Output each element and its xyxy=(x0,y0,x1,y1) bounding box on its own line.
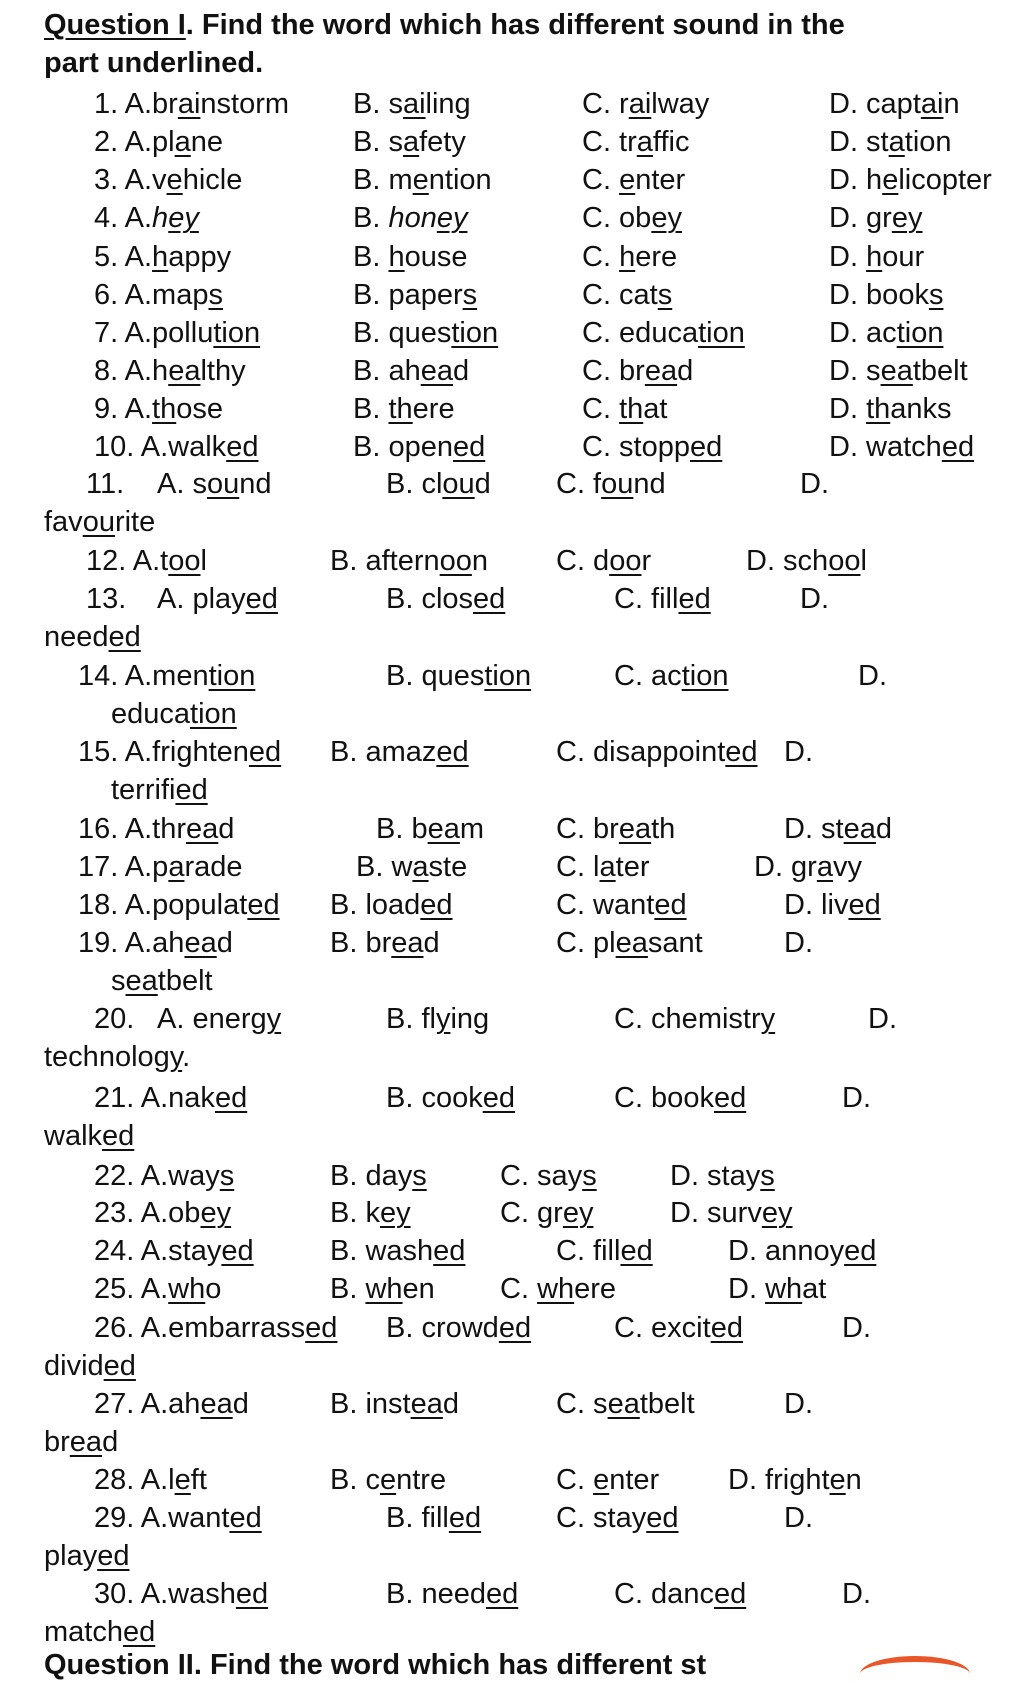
item-number: 25. A. xyxy=(94,1273,169,1305)
underlined-part: a xyxy=(599,851,616,883)
option-d: D. xyxy=(842,1578,871,1610)
item-number: 3. A. xyxy=(94,164,153,196)
underlined-part: ed xyxy=(646,1502,679,1534)
item-number: 30. A. xyxy=(94,1578,169,1610)
underlined-part: ea xyxy=(410,1388,443,1420)
underlined-part: oo xyxy=(439,545,472,577)
underlined-part: ed xyxy=(97,1540,130,1572)
option-d-continued: played xyxy=(44,1540,130,1572)
option-a: ahead xyxy=(152,927,233,959)
option-c: C. railway xyxy=(582,88,710,120)
option-c: C. that xyxy=(582,393,668,425)
underlined-part: tion xyxy=(190,698,237,730)
underlined-part: ea xyxy=(880,355,913,387)
underlined-part: ed xyxy=(713,1578,747,1610)
underlined-part: ey xyxy=(761,1197,793,1229)
underlined-part: e xyxy=(882,164,899,196)
underlined-part: a xyxy=(888,126,905,158)
option-b: B. crowded xyxy=(386,1312,532,1344)
underlined-part: a xyxy=(174,126,191,158)
option-b: B. sailing xyxy=(353,88,471,120)
item-number: 7. A. xyxy=(94,317,153,349)
option-d: D. seatbelt xyxy=(829,355,968,387)
option-d: D. stead xyxy=(784,813,893,845)
underlined-part: ai xyxy=(920,88,944,120)
item-number: 28. A. xyxy=(94,1464,169,1496)
option-a: washed xyxy=(168,1578,269,1610)
option-d: D. xyxy=(842,1312,871,1344)
option-a: A. played xyxy=(157,583,278,615)
item-number: 2. A. xyxy=(94,126,153,158)
item-number: 1. A. xyxy=(94,88,153,120)
underlined-part: ea xyxy=(186,813,219,845)
option-d: D. hour xyxy=(829,241,925,273)
underlined-part: ey xyxy=(651,202,682,234)
option-d: D. grey xyxy=(829,202,923,234)
option-b: B. ahead xyxy=(353,355,470,387)
underlined-part: y xyxy=(435,1003,451,1035)
option-d-continued: divided xyxy=(44,1350,136,1382)
underlined-part: th xyxy=(619,393,644,425)
underlined-part: th xyxy=(152,393,177,425)
option-d: D. action xyxy=(829,317,944,349)
option-d-continued: favourite xyxy=(44,506,156,538)
option-a: left xyxy=(168,1464,207,1496)
option-b: B. cloud xyxy=(386,468,491,500)
option-d: D. xyxy=(784,736,813,768)
option-a: ahead xyxy=(168,1388,249,1420)
underlined-part: ea xyxy=(644,355,678,387)
option-a: healthy xyxy=(152,355,246,387)
option-a: pollution xyxy=(152,317,261,349)
underlined-part: h xyxy=(866,241,883,273)
option-a: walked xyxy=(168,431,259,463)
underlined-part: ed xyxy=(247,889,280,921)
option-c: C. filled xyxy=(556,1235,653,1267)
underlined-part: ed xyxy=(436,736,469,768)
underlined-part: th xyxy=(866,393,891,425)
underlined-part: ey xyxy=(562,1197,594,1229)
option-b: B. instead xyxy=(330,1388,459,1420)
option-a: frightened xyxy=(152,736,282,768)
question-instruction: . Find the word which has different sound in the xyxy=(185,9,845,41)
option-b: B. loaded xyxy=(330,889,453,921)
item-number: 22. A. xyxy=(94,1160,169,1192)
option-c: C. grey xyxy=(500,1197,594,1229)
underlined-part: ey xyxy=(891,202,923,234)
item-number: 6. A. xyxy=(94,279,153,311)
underlined-part: ed xyxy=(485,1578,519,1610)
option-a: wanted xyxy=(168,1502,262,1534)
underlined-part: ed xyxy=(620,1235,653,1267)
item-number: 29. A. xyxy=(94,1502,169,1534)
underlined-part: s xyxy=(219,1160,235,1192)
underlined-part: ed xyxy=(482,1082,515,1114)
option-d-continued: needed xyxy=(44,621,141,653)
option-d: D. xyxy=(858,660,887,692)
underlined-part: ed xyxy=(175,774,208,806)
option-d: D. xyxy=(842,1082,871,1114)
item-number: 14. A. xyxy=(78,660,153,692)
option-d: D. school xyxy=(746,545,867,577)
option-a: those xyxy=(152,393,223,425)
option-d-continued: walked xyxy=(44,1120,135,1152)
underlined-part: s xyxy=(760,1160,775,1192)
underlined-part: ey xyxy=(436,202,468,234)
underlined-part: ey xyxy=(200,1197,232,1229)
item-number: 9. A. xyxy=(94,393,153,425)
option-b: B. beam xyxy=(376,813,485,845)
underlined-part: oo xyxy=(168,545,201,577)
underlined-part: ea xyxy=(184,927,217,959)
option-c: C. enter xyxy=(556,1464,660,1496)
option-a: tool xyxy=(160,545,207,577)
underlined-part: ed xyxy=(420,889,453,921)
underlined-part: wh xyxy=(765,1273,803,1305)
option-b: B. closed xyxy=(386,583,506,615)
underlined-part: ed xyxy=(848,889,881,921)
underlined-part: ed xyxy=(226,431,259,463)
underlined-part: ed xyxy=(122,1616,156,1648)
option-d: D. xyxy=(800,583,829,615)
underlined-part: ed xyxy=(941,431,975,463)
underlined-part: wh xyxy=(537,1273,575,1305)
underlined-part: s xyxy=(928,279,944,311)
underlined-part: ed xyxy=(713,1082,747,1114)
underlined-part: ea xyxy=(200,1388,233,1420)
underlined-part: ed xyxy=(108,621,141,653)
underlined-part: oo xyxy=(609,545,642,577)
underlined-part: ed xyxy=(678,583,711,615)
option-d: D. captain xyxy=(829,88,960,120)
option-c: C. later xyxy=(556,851,650,883)
decorative-arc xyxy=(860,1656,970,1692)
underlined-part: ea xyxy=(618,813,652,845)
option-b: B. needed xyxy=(386,1578,519,1610)
option-a: parade xyxy=(152,851,243,883)
underlined-part: a xyxy=(816,851,833,883)
option-c: C. stopped xyxy=(582,431,723,463)
underlined-part: ea xyxy=(607,1388,640,1420)
option-c: C. education xyxy=(582,317,745,349)
item-number: 17. A. xyxy=(78,851,153,883)
option-d-continued: matched xyxy=(44,1616,156,1648)
option-c: C. where xyxy=(500,1273,617,1305)
underlined-part: a xyxy=(402,126,420,158)
option-d: D. xyxy=(868,1003,897,1035)
option-a: brainstorm xyxy=(152,88,290,120)
option-b: B. washed xyxy=(330,1235,466,1267)
option-d-continued: technology. xyxy=(44,1041,191,1073)
item-number: 4. A. xyxy=(94,202,153,234)
option-c: C. excited xyxy=(614,1312,743,1344)
underlined-part: tion xyxy=(451,317,499,349)
option-c: C. pleasant xyxy=(556,927,703,959)
option-b: B. days xyxy=(330,1160,427,1192)
option-b: B. afternoon xyxy=(330,545,489,577)
underlined-part: ea xyxy=(125,965,158,997)
underlined-part: e xyxy=(412,164,429,196)
option-c: C. here xyxy=(582,241,678,273)
option-a: naked xyxy=(168,1082,248,1114)
option-d: D. xyxy=(800,468,829,500)
option-c: C. booked xyxy=(614,1082,747,1114)
underlined-part: ed xyxy=(452,431,486,463)
item-number: 13. xyxy=(86,583,127,615)
option-b: B. honey xyxy=(353,202,468,234)
option-a: plane xyxy=(152,126,224,158)
item-number: 8. A. xyxy=(94,355,153,387)
underlined-part: ea xyxy=(69,1426,103,1458)
underlined-part: ed xyxy=(473,583,506,615)
option-d: D. what xyxy=(728,1273,827,1305)
underlined-part: ea xyxy=(168,355,201,387)
question-label: Question I xyxy=(44,9,186,41)
option-a: A. sound xyxy=(157,468,272,500)
option-d: D. annoyed xyxy=(728,1235,877,1267)
underlined-part: ea xyxy=(843,813,876,845)
item-number: 11. xyxy=(86,468,125,500)
option-c: C. says xyxy=(500,1160,597,1192)
option-b: B. filled xyxy=(386,1502,482,1534)
option-a: A. energy xyxy=(157,1003,282,1035)
underlined-part: ai xyxy=(402,88,426,120)
option-c: C. enter xyxy=(582,164,686,196)
next-question-heading: Question II. Find the word which has different st xyxy=(44,1649,707,1681)
underlined-part: e xyxy=(829,1464,846,1496)
underlined-part: tion xyxy=(208,660,256,692)
underlined-part: ou xyxy=(82,506,115,538)
option-c: C. danced xyxy=(614,1578,747,1610)
option-c: C. traffic xyxy=(582,126,690,158)
underlined-part: ai xyxy=(177,88,201,120)
underlined-part: ed xyxy=(654,889,687,921)
underlined-part: ed xyxy=(448,1502,482,1534)
option-b: B. when xyxy=(330,1273,435,1305)
option-c: C. found xyxy=(556,468,666,500)
underlined-part: y xyxy=(266,1003,282,1035)
underlined-part: y xyxy=(169,1041,183,1073)
option-c: C. seatbelt xyxy=(556,1388,695,1420)
option-d-continued: education xyxy=(111,698,237,730)
underlined-part: e xyxy=(379,1464,397,1496)
underlined-part: ea xyxy=(420,355,453,387)
option-a: hey xyxy=(152,202,199,234)
underlined-part: ed xyxy=(103,1350,136,1382)
option-d-continued: seatbelt xyxy=(111,965,213,997)
underlined-part: tion xyxy=(681,660,729,692)
underlined-part: y xyxy=(760,1003,776,1035)
item-number: 27. A. xyxy=(94,1388,169,1420)
option-d: D. xyxy=(784,1502,813,1534)
item-number: 21. A. xyxy=(94,1082,169,1114)
underlined-part: s xyxy=(657,279,673,311)
option-d: D. lived xyxy=(784,889,881,921)
underlined-part: wh xyxy=(365,1273,403,1305)
question-title xyxy=(44,8,845,42)
underlined-part: h xyxy=(619,241,636,273)
option-a: thread xyxy=(152,813,235,845)
underlined-part: e xyxy=(166,164,183,196)
option-b: B. cooked xyxy=(386,1082,515,1114)
underlined-part: ed xyxy=(844,1235,877,1267)
option-d: D. watched xyxy=(829,431,975,463)
underlined-part: ed xyxy=(245,583,278,615)
item-number: 10. A. xyxy=(94,431,169,463)
option-b: B. papers xyxy=(353,279,478,311)
option-b: B. house xyxy=(353,241,468,273)
underlined-part: s xyxy=(412,1160,427,1192)
option-c: C. bread xyxy=(582,355,694,387)
option-d: D. xyxy=(784,927,813,959)
option-b: B. mention xyxy=(353,164,492,196)
option-d: D. books xyxy=(829,279,944,311)
option-d: D. frighten xyxy=(728,1464,862,1496)
option-a: ways xyxy=(168,1160,235,1192)
option-b: B. question xyxy=(386,660,532,692)
option-d-continued: bread xyxy=(44,1426,119,1458)
option-a: obey xyxy=(168,1197,232,1229)
underlined-part: tion xyxy=(484,660,532,692)
option-c: C. obey xyxy=(582,202,682,234)
underlined-part: s xyxy=(582,1160,597,1192)
item-number: 15. A. xyxy=(78,736,153,768)
option-b: B. safety xyxy=(353,126,466,158)
option-d: D. stays xyxy=(670,1160,775,1192)
option-d: D. xyxy=(784,1388,813,1420)
underlined-part: a xyxy=(412,851,429,883)
option-c: C. chemistry xyxy=(614,1003,776,1035)
underlined-part: s xyxy=(462,279,478,311)
item-number: 12. A. xyxy=(86,545,161,577)
underlined-part: ea xyxy=(615,927,648,959)
option-b: B. bread xyxy=(330,927,440,959)
item-number: 26. A. xyxy=(94,1312,169,1344)
underlined-part: ai xyxy=(628,88,652,120)
option-a: vehicle xyxy=(152,164,243,196)
option-a: stayed xyxy=(168,1235,254,1267)
option-d: D. helicopter xyxy=(829,164,992,196)
underlined-part: ea xyxy=(427,813,460,845)
underlined-part: e xyxy=(619,164,636,196)
underlined-part: ed xyxy=(690,431,723,463)
option-d: D. thanks xyxy=(829,393,952,425)
option-c: C. disappointed xyxy=(556,736,758,768)
underlined-part: e xyxy=(174,1464,191,1496)
option-a: mention xyxy=(152,660,256,692)
item-number: 16. A. xyxy=(78,813,153,845)
option-b: B. amazed xyxy=(330,736,469,768)
option-b: B. waste xyxy=(356,851,468,883)
underlined-part: ed xyxy=(248,736,282,768)
option-d: D. survey xyxy=(670,1197,793,1229)
underlined-part: oo xyxy=(828,545,861,577)
underlined-part: ey xyxy=(168,202,199,234)
underlined-part: a xyxy=(168,851,185,883)
option-b: B. centre xyxy=(330,1464,447,1496)
underlined-part: h xyxy=(152,241,169,273)
item-number: 20. xyxy=(94,1003,135,1035)
option-c: C. breath xyxy=(556,813,676,845)
underlined-part: ed xyxy=(221,1235,254,1267)
option-d: D. station xyxy=(829,126,952,158)
option-a: maps xyxy=(152,279,223,311)
underlined-part: tion xyxy=(698,317,745,349)
underlined-part: ou xyxy=(601,468,634,500)
underlined-part: ed xyxy=(433,1235,466,1267)
option-c: C. door xyxy=(556,545,652,577)
option-c: C. action xyxy=(614,660,729,692)
question-title-line2: part underlined. xyxy=(44,47,264,79)
underlined-part: ed xyxy=(710,1312,743,1344)
option-c: C. filled xyxy=(614,583,711,615)
option-c: C. wanted xyxy=(556,889,687,921)
option-a: populated xyxy=(152,889,280,921)
underlined-part: ou xyxy=(442,468,475,500)
underlined-part: ey xyxy=(379,1197,411,1229)
underlined-part: s xyxy=(208,279,223,311)
underlined-part: tion xyxy=(896,317,944,349)
option-b: B. flying xyxy=(386,1003,490,1035)
option-d-continued: terrified xyxy=(111,774,208,806)
underlined-part: ou xyxy=(206,468,240,500)
underlined-part: ed xyxy=(498,1312,532,1344)
underlined-part: th xyxy=(388,393,413,425)
option-b: B. there xyxy=(353,393,455,425)
underlined-part: a xyxy=(636,126,653,158)
underlined-part: ed xyxy=(725,736,758,768)
underlined-part: h xyxy=(388,241,405,273)
underlined-part: ed xyxy=(102,1120,135,1152)
underlined-part: ea xyxy=(391,927,424,959)
underlined-part: e xyxy=(593,1464,610,1496)
option-a: happy xyxy=(152,241,232,273)
item-number: 5. A. xyxy=(94,241,153,273)
option-c: C. stayed xyxy=(556,1502,679,1534)
underlined-part: tion xyxy=(213,317,261,349)
underlined-part: ed xyxy=(229,1502,262,1534)
option-b: B. question xyxy=(353,317,499,349)
underlined-part: wh xyxy=(168,1273,206,1305)
item-number: 19. A. xyxy=(78,927,153,959)
option-a: embarrassed xyxy=(168,1312,338,1344)
underlined-part: ed xyxy=(235,1578,269,1610)
option-a: who xyxy=(168,1273,222,1305)
item-number: 23. A. xyxy=(94,1197,169,1229)
option-b: B. opened xyxy=(353,431,486,463)
item-number: 18. A. xyxy=(78,889,153,921)
item-number: 24. A. xyxy=(94,1235,169,1267)
underlined-part: ed xyxy=(214,1082,248,1114)
option-b: B. key xyxy=(330,1197,411,1229)
option-d: D. gravy xyxy=(754,851,862,883)
underlined-part: ed xyxy=(305,1312,338,1344)
option-c: C. cats xyxy=(582,279,673,311)
